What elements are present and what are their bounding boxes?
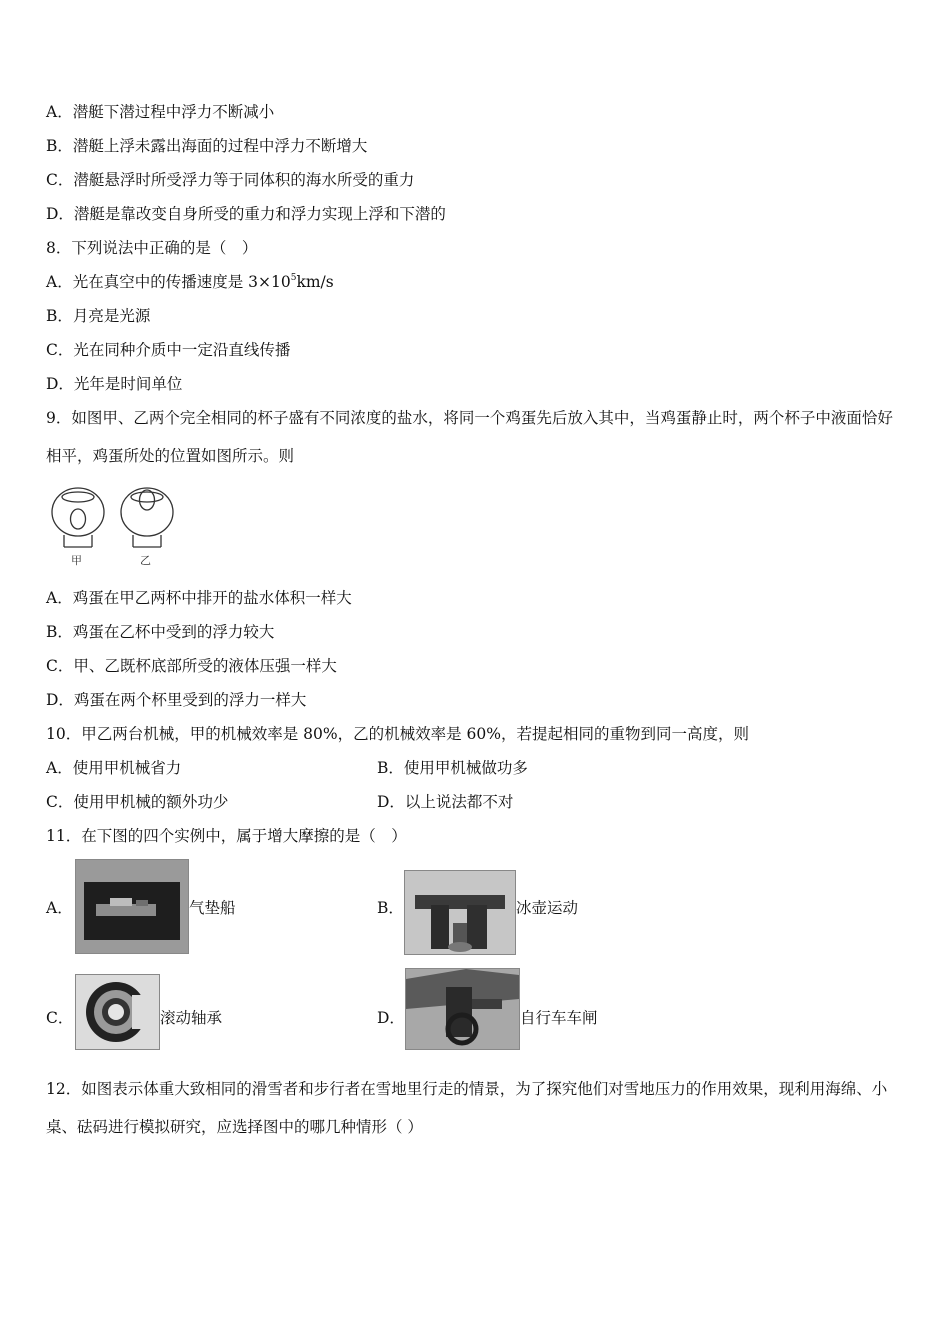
q10-option-c: C．使用甲机械的额外功少 bbox=[46, 793, 229, 811]
q9-option-b: B．鸡蛋在乙杯中受到的浮力较大 bbox=[46, 623, 275, 641]
cup-yi bbox=[121, 488, 173, 547]
q10-option-d: D．以上说法都不对 bbox=[377, 793, 514, 811]
q9-cups-figure bbox=[44, 484, 184, 570]
q7-option-a: A．潜艇下潜过程中浮力不断减小 bbox=[46, 103, 275, 121]
q9-option-a: A．鸡蛋在甲乙两杯中排开的盐水体积一样大 bbox=[46, 589, 352, 607]
exponent: 5 bbox=[290, 273, 297, 283]
bicycle-brake-photo bbox=[405, 968, 520, 1050]
q10-option-a: A．使用甲机械省力 bbox=[46, 759, 182, 777]
q7-option-c: C．潜艇悬浮时所受浮力等于同体积的海水所受的重力 bbox=[46, 171, 415, 189]
q10-stem: 10．甲乙两台机械，甲的机械效率是 80%，乙的机械效率是 60%，若提起相同的重物到同一高度，则 bbox=[46, 725, 749, 743]
q7-option-d: D．潜艇是靠改变自身所受的重力和浮力实现上浮和下潜的 bbox=[46, 205, 446, 223]
label-yi: 乙 bbox=[140, 554, 151, 567]
q11-stem: 11．在下图的四个实例中，属于增大摩擦的是（ ） bbox=[46, 827, 407, 845]
q8-option-d: D．光年是时间单位 bbox=[46, 375, 183, 393]
q7-option-b: B．潜艇上浮未露出海面的过程中浮力不断增大 bbox=[46, 137, 368, 155]
q8-stem: 8．下列说法中正确的是（ ） bbox=[46, 239, 258, 257]
q12-stem: 12．如图表示体重大致相同的滑雪者和步行者在雪地里行走的情景，为了探究他们对雪地压力的作用效果，现利用海绵、小桌、砝码进行模拟研究，应选择图中的哪几种情形（ ） bbox=[46, 1080, 888, 1136]
q11-label-d: D． bbox=[377, 1009, 405, 1027]
q8-option-b: B．月亮是光源 bbox=[46, 307, 151, 325]
q8-option-c: C．光在同种介质中一定沿直线传播 bbox=[46, 341, 291, 359]
q10-option-b: B．使用甲机械做功多 bbox=[377, 759, 528, 777]
q11-caption-a: 气垫船 bbox=[189, 899, 236, 917]
q9-stem: 9．如图甲、乙两个完全相同的杯子盛有不同浓度的盐水，将同一个鸡蛋先后放入其中，当鸡蛋静止时，两个杯子中液面恰好相平，鸡蛋所处的位置如图所示。则 bbox=[46, 409, 893, 465]
q9-option-d: D．鸡蛋在两个杯里受到的浮力一样大 bbox=[46, 691, 307, 709]
q11-label-b: B． bbox=[377, 899, 404, 917]
q11-caption-d: 自行车车闸 bbox=[520, 1009, 598, 1027]
q11-caption-c: 滚动轴承 bbox=[160, 1009, 223, 1027]
cup-jia bbox=[52, 488, 104, 547]
q11-caption-b: 冰壶运动 bbox=[516, 899, 579, 917]
label-jia: 甲 bbox=[71, 554, 82, 567]
bearing-photo bbox=[75, 974, 160, 1050]
q8-option-a: A．光在真空中的传播速度是 $3\times 10^5km/s$ bbox=[46, 273, 334, 291]
q11-label-c: C． bbox=[46, 1009, 74, 1027]
hovercraft-photo bbox=[75, 859, 189, 954]
q9-option-c: C．甲、乙既杯底部所受的液体压强一样大 bbox=[46, 657, 337, 675]
q11-label-a: A． bbox=[46, 899, 73, 917]
curling-photo bbox=[404, 870, 516, 955]
